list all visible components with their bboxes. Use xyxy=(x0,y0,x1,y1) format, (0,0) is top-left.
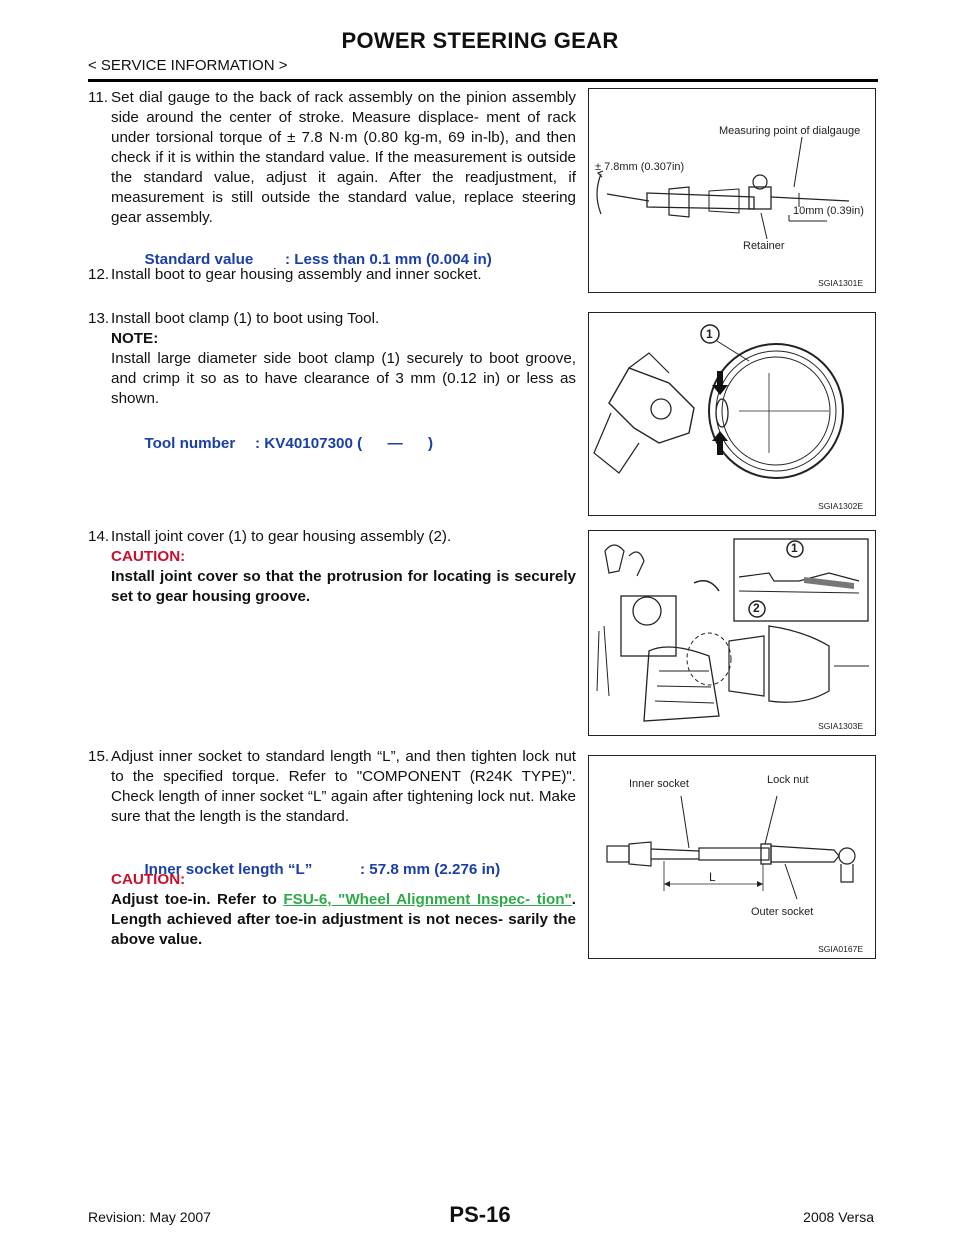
note-heading: NOTE: xyxy=(111,330,159,347)
figure-rack-measurement xyxy=(588,88,876,293)
step-text: Adjust inner socket to standard length “L”, and then tighten lock nut to the specified torque. Refer to "COMPONENT (R24K TYPE)". Check length of inner socket “L” again after tightening lock nut. Make sure that the length is the standard. xyxy=(111,748,576,825)
figure-code: SGIA1303E xyxy=(818,721,863,731)
rack-measurement-illustration xyxy=(589,89,874,291)
outer-socket-label: Outer socket xyxy=(751,906,814,918)
step-15-caution xyxy=(88,870,576,950)
figure-code: SGIA1301E xyxy=(818,278,863,288)
spec-value: : Less than 0.1 mm (0.004 in) xyxy=(285,251,492,268)
figure-joint-cover xyxy=(588,530,876,736)
step-text: Install joint cover (1) to gear housing assembly (2). xyxy=(111,528,452,545)
step-12 xyxy=(88,265,576,285)
step-text: Install boot clamp (1) to boot using Tool. xyxy=(111,310,380,327)
step-15 xyxy=(88,747,576,827)
step-11 xyxy=(88,88,576,228)
callout-2: 2 xyxy=(753,601,760,615)
figure-code: SGIA0167E xyxy=(818,944,863,954)
page-title: POWER STEERING GEAR xyxy=(341,28,619,53)
retainer-label: Retainer xyxy=(743,240,785,252)
step-number: 11. xyxy=(88,89,108,106)
spec-label: Inner socket length “L” xyxy=(144,861,313,878)
wheel-alignment-link[interactable]: FSU-6, "Wheel Alignment Inspec- tion" xyxy=(283,891,572,908)
step-number: 14. xyxy=(88,528,110,545)
measuring-point-label: Measuring point of dialgauge xyxy=(719,125,861,137)
lock-nut-label: Lock nut xyxy=(767,774,809,786)
step-14 xyxy=(88,527,576,607)
figure-code: SGIA1302E xyxy=(818,501,863,511)
caution-heading: CAUTION: xyxy=(111,548,186,565)
spec-standard-value xyxy=(136,234,492,268)
spec-label: Tool number xyxy=(144,435,236,452)
caution-heading: CAUTION: xyxy=(111,871,186,888)
note-text: Install large diameter side boot clamp (1) securely to boot groove, and crimp it so as to have clearance of 3 mm (0.12 in) or less as shown. xyxy=(111,350,576,407)
torque-label: ± 7.8mm (0.307in) xyxy=(595,161,685,173)
callout-1: 1 xyxy=(791,541,798,555)
caution-text-start: Adjust toe-in. Refer to xyxy=(111,891,284,908)
boot-clamp-illustration xyxy=(589,313,874,514)
inner-socket-label: Inner socket xyxy=(629,778,689,790)
caution-text xyxy=(111,890,576,950)
caution-text-end: . Length achieved after toe-in adjustment is not neces- sarily the above value. xyxy=(111,891,576,948)
step-number: 13. xyxy=(88,310,110,327)
spec-value: : 57.8 mm (2.276 in) xyxy=(360,861,501,878)
spec-value: : KV40107300 ( — ) xyxy=(255,435,434,452)
joint-cover-illustration xyxy=(589,531,874,734)
caution-text: Install joint cover so that the protrusion for locating is securely set to gear housing groove. xyxy=(111,568,576,605)
breadcrumb: < SERVICE INFORMATION > xyxy=(88,57,288,74)
gap-label: 10mm (0.39in) xyxy=(793,205,864,217)
spec-tool-number xyxy=(136,418,434,452)
callout-1: 1 xyxy=(706,327,713,341)
step-number: 15. xyxy=(88,748,110,765)
step-text: Install boot to gear housing assembly and inner socket. xyxy=(111,266,482,283)
length-label: L xyxy=(709,870,716,884)
spec-label: Standard value xyxy=(144,251,254,268)
vehicle-model: 2008 Versa xyxy=(803,1209,874,1225)
step-13 xyxy=(88,309,576,409)
figure-boot-clamp xyxy=(588,312,876,516)
page-number: PS-16 xyxy=(449,1202,511,1227)
header-divider xyxy=(88,79,878,82)
step-text: Set dial gauge to the back of rack assembly on the pinion assembly side around the center of stroke. Measure displace- ment of rack under torsional torque of ± 7.8 N·m (0.80 kg-m, 69 in-lb), and then check if it is within the standard value. If the measurement is outside the standard value, adjust it again. After the readjustment, if measurement is still outside the standard value, replace steering gear assembly. xyxy=(111,89,576,226)
figure-inner-socket-length xyxy=(588,755,876,959)
revision-date: Revision: May 2007 xyxy=(88,1209,211,1225)
step-number: 12. xyxy=(88,266,110,283)
